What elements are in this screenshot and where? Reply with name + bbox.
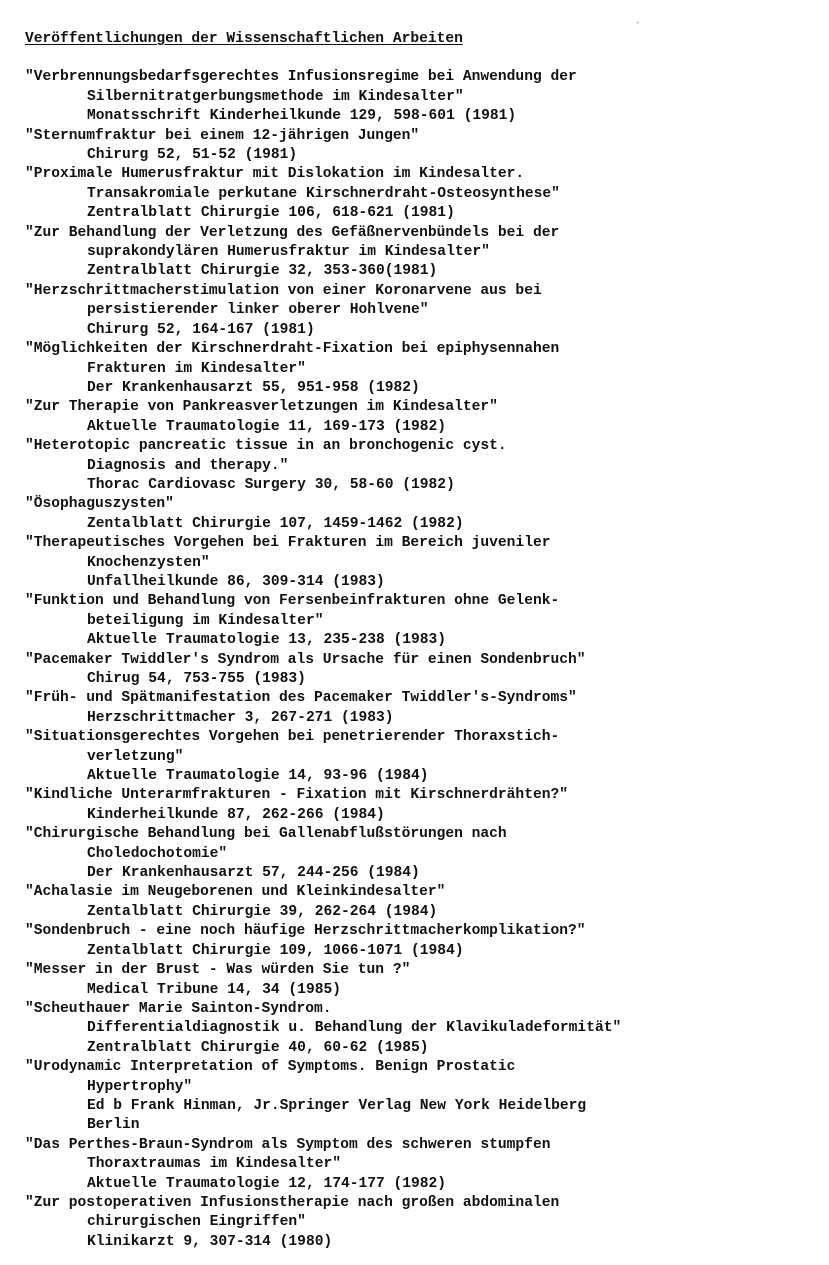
publication-entry (25, 689, 819, 728)
publication-detail-line: Zentralblatt Chirurgie 32, 353-360(1981) (87, 263, 438, 280)
publication-title-line: "Chirurgische Behandlung bei Gallenabflußstörungen nach (25, 826, 507, 843)
publication-title-line: "Funktion und Behandlung von Fersenbeinfrakturen ohne Gelenk- (25, 593, 560, 610)
publication-title-line: "Heterotopic pancreatic tissue in an bronchogenic cyst. (25, 438, 507, 455)
publication-detail-line: Transakromiale perkutane Kirschnerdraht-Osteosynthese" (87, 185, 560, 202)
publication-detail-line: Zentalblatt Chirurgie 39, 262-264 (1984) (87, 903, 438, 920)
publication-entry (25, 728, 819, 786)
publication-detail-line: Zentralblatt Chirurgie 40, 60-62 (1985) (87, 1039, 429, 1056)
publication-entry (25, 127, 819, 166)
publication-title-line: "Achalasie im Neugeborenen und Kleinkindesalter" (25, 884, 446, 901)
publication-title-line: "Herzschrittmacherstimulation von einer Koronarvene aus bei (25, 282, 542, 299)
publication-title-line: "Das Perthes-Braun-Syndrom als Symptom des schweren stumpfen (25, 1136, 551, 1153)
publication-entry (25, 961, 819, 1000)
publication-detail-line: Kinderheilkunde 87, 262-266 (1984) (87, 806, 385, 823)
publication-list (25, 68, 819, 1252)
publication-entry (25, 1058, 819, 1136)
publication-entry (25, 786, 819, 825)
publication-entry (25, 534, 819, 592)
publication-entry (25, 282, 819, 340)
publication-detail-line: Thorac Cardiovasc Surgery 30, 58-60 (1982) (87, 476, 455, 493)
publication-title-line: "Sternumfraktur bei einem 12-jährigen Jungen" (25, 127, 420, 144)
publication-entry (25, 1000, 819, 1058)
publication-entry (25, 883, 819, 922)
publication-detail-line: Chirurg 52, 164-167 (1981) (87, 321, 315, 338)
publication-entry (25, 340, 819, 398)
publication-detail-line: Aktuelle Traumatologie 12, 174-177 (1982) (87, 1175, 447, 1192)
publication-title-line: "Zur Therapie von Pankreasverletzungen im Kindesalter" (25, 399, 498, 416)
publication-detail-line: Aktuelle Traumatologie 14, 93-96 (1984) (87, 768, 429, 785)
publication-detail-line: Zentalblatt Chirurgie 109, 1066-1071 (1984) (87, 942, 464, 959)
publication-entry (25, 398, 819, 437)
publication-detail-line: Ed b Frank Hinman, Jr.Springer Verlag New York Heidelberg (87, 1097, 587, 1114)
publication-detail-line: Knochenzysten" (87, 554, 210, 571)
publication-entry (25, 825, 819, 883)
publication-detail-line: Klinikarzt 9, 307-314 (1980) (87, 1233, 333, 1250)
publication-title-line: "Situationsgerechtes Vorgehen bei penetrierender Thoraxstich- (25, 729, 560, 746)
publication-detail-line: Differentialdiagnostik u. Behandlung der Klavikuladeformität" (87, 1020, 622, 1037)
publication-detail-line: Thoraxtraumas im Kindesalter" (87, 1156, 341, 1173)
publication-title-line: "Verbrennungsbedarfsgerechtes Infusionsregime bei Anwendung der (25, 69, 577, 86)
publication-detail-line: Silbernitratgerbungsmethode im Kindesalter" (87, 88, 464, 105)
publication-detail-line: Frakturen im Kindesalter" (87, 360, 306, 377)
publication-detail-line: persistierender linker oberer Hohlvene" (87, 302, 429, 319)
publication-detail-line: Monatsschrift Kinderheilkunde 129, 598-601 (1981) (87, 108, 517, 125)
publication-entry (25, 437, 819, 495)
publication-detail-line: Zentralblatt Chirurgie 106, 618-621 (1981) (87, 205, 455, 222)
publication-detail-line: Hypertrophy" (87, 1078, 193, 1095)
publication-detail-line: Aktuelle Traumatologie 11, 169-173 (1982) (87, 418, 447, 435)
publication-entry (25, 592, 819, 650)
publication-detail-line: Unfallheilkunde 86, 309-314 (1983) (87, 573, 385, 590)
publication-detail-line: Der Krankenhausarzt 55, 951-958 (1982) (87, 379, 420, 396)
publication-title-line: "Ösophaguszysten" (25, 496, 174, 513)
publication-title-line: "Früh- und Spätmanifestation des Pacemaker Twiddler's-Syndroms" (25, 690, 577, 707)
publication-title-line: "Zur Behandlung der Verletzung des Gefäßnervenbündels bei der (25, 224, 560, 241)
page-title: Veröffentlichungen der Wissenschaftlichen Arbeiten (25, 31, 463, 47)
publication-detail-line: suprakondylären Humerusfraktur im Kindesalter" (87, 244, 490, 261)
publication-entry (25, 1194, 819, 1252)
publication-title-line: "Scheuthauer Marie Sainton-Syndrom. (25, 1000, 332, 1017)
publication-entry (25, 495, 819, 534)
publication-title-line: "Proximale Humerusfraktur mit Dislokation im Kindesalter. (25, 166, 525, 183)
publication-detail-line: Berlin (87, 1117, 140, 1134)
publication-entry (25, 1136, 819, 1194)
publication-detail-line: Herzschrittmacher 3, 267-271 (1983) (87, 709, 394, 726)
publication-detail-line: Der Krankenhausarzt 57, 244-256 (1984) (87, 865, 420, 882)
publication-title-line: "Messer in der Brust - Was würden Sie tun ?" (25, 962, 411, 979)
publication-detail-line: verletzung" (87, 748, 184, 765)
publication-detail-line: Diagnosis and therapy." (87, 457, 289, 474)
publication-detail-line: chirurgischen Eingriffen" (87, 1214, 306, 1231)
publication-entry (25, 165, 819, 223)
publication-title-line: "Möglichkeiten der Kirschnerdraht-Fixation bei epiphysennahen (25, 341, 560, 358)
publication-entry (25, 922, 819, 961)
publication-detail-line: Chirurg 52, 51-52 (1981) (87, 147, 298, 164)
publication-detail-line: Aktuelle Traumatologie 13, 235-238 (1983) (87, 632, 447, 649)
publication-entry (25, 224, 819, 282)
publication-title-line: "Zur postoperativen Infusionstherapie nach großen abdominalen (25, 1194, 560, 1211)
publication-title-line: "Kindliche Unterarmfrakturen - Fixation mit Kirschnerdrähten?" (25, 787, 568, 804)
publication-title-line: "Pacemaker Twiddler's Syndrom als Ursache für einen Sondenbruch" (25, 651, 586, 668)
publication-entry (25, 68, 819, 126)
publication-title-line: "Urodynamic Interpretation of Symptoms. Benign Prostatic (25, 1059, 516, 1076)
publication-title-line: "Therapeutisches Vorgehen bei Frakturen im Bereich juveniler (25, 535, 551, 552)
publication-detail-line: beteiligung im Kindesalter" (87, 612, 324, 629)
publication-title-line: "Sondenbruch - eine noch häufige Herzschrittmacherkomplikation?" (25, 923, 586, 940)
publication-entry (25, 651, 819, 690)
publication-detail-line: Choledochotomie" (87, 845, 228, 862)
publication-detail-line: Medical Tribune 14, 34 (1985) (87, 981, 341, 998)
scan-speck: · (636, 18, 640, 29)
publication-detail-line: Chirug 54, 753-755 (1983) (87, 671, 306, 687)
publication-detail-line: Zentalblatt Chirurgie 107, 1459-1462 (1982) (87, 515, 464, 532)
